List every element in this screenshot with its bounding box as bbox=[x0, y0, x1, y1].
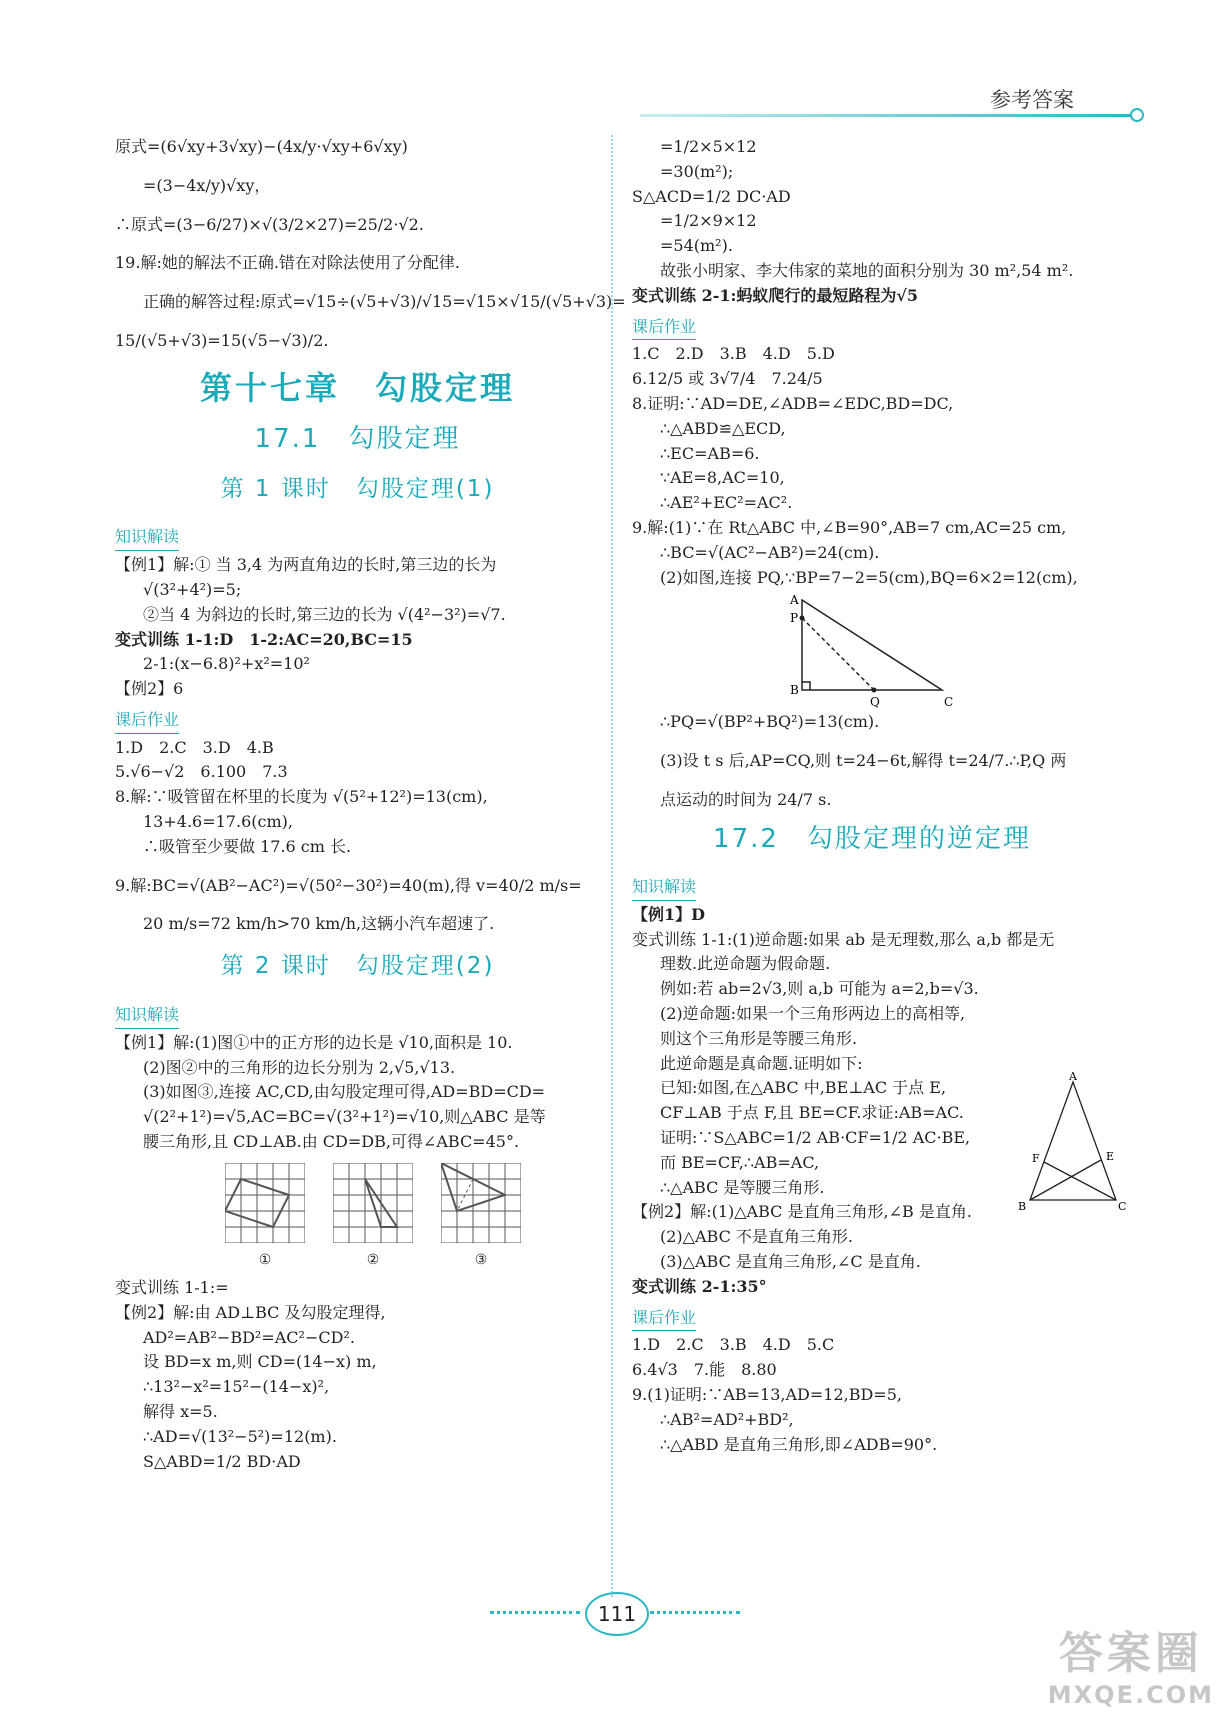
vertex-label: A bbox=[1069, 1072, 1077, 1083]
text-line: ∴EC=AB=6. bbox=[660, 443, 760, 463]
text-line: (3)设 t s 后,AP=CQ,则 t=24−6t,解得 t=24/7.∴P,Q 两 bbox=[660, 751, 1067, 771]
tag-knowledge: 知识解读 bbox=[115, 525, 179, 551]
chapter-title: 第十七章 勾股定理 bbox=[199, 368, 515, 407]
text-line: ②当 4 为斜边的长时,第三边的长为 √(4²−3²)=√7. bbox=[143, 604, 506, 624]
text-line: ∴原式=(3−6/27)×√(3/2×27)=25/2·√2. bbox=[115, 214, 424, 234]
grid-figure-3 bbox=[441, 1163, 521, 1272]
text-line: 变式训练 1-1:= bbox=[115, 1278, 229, 1298]
section-title: 17.2 勾股定理的逆定理 bbox=[713, 823, 1031, 854]
text-line: 1.D 2.C 3.B 4.D 5.C bbox=[632, 1335, 835, 1355]
tag-homework: 课后作业 bbox=[632, 1306, 696, 1332]
text-line: 变式训练 1-1:D 1-2:AC=20,BC=15 bbox=[115, 629, 413, 649]
text-line: ∴吸管至少要做 17.6 cm 长. bbox=[143, 836, 352, 856]
right-triangle-figure bbox=[782, 590, 962, 710]
text-line: ∴13²−x²=15²−(14−x)², bbox=[143, 1377, 330, 1397]
text-line: 已知:如图,在△ABC 中,BE⊥AC 于点 E, bbox=[660, 1078, 947, 1098]
vertex-label: B bbox=[1018, 1200, 1027, 1212]
text-line: √(3²+4²)=5; bbox=[143, 579, 242, 599]
text-line: =54(m²). bbox=[660, 236, 733, 256]
text-line: ∴AE²+EC²=AC². bbox=[660, 493, 793, 513]
text-line: 5.√6−√2 6.100 7.3 bbox=[115, 762, 288, 782]
text-line: ∴△ABC 是等腰三角形. bbox=[660, 1177, 825, 1197]
text-line: 【例2】解:由 AD⊥BC 及勾股定理得, bbox=[115, 1302, 386, 1322]
text-line: 9.(1)证明:∵AB=13,AD=12,BD=5, bbox=[632, 1384, 902, 1404]
text-line: ∴BC=√(AC²−AB²)=24(cm). bbox=[660, 542, 880, 562]
text-line: =(3−4x/y)√xy， bbox=[143, 175, 271, 195]
text-line: 【例1】解:① 当 3,4 为两直角边的长时,第三边的长为 bbox=[115, 555, 497, 575]
vertex-label: B bbox=[790, 683, 799, 698]
text-line: 点运动的时间为 24/7 s. bbox=[660, 789, 832, 809]
text-line: 此逆命题是真命题.证明如下: bbox=[660, 1053, 863, 1073]
figure-label: ③ bbox=[474, 1252, 488, 1269]
grid-figures bbox=[115, 1163, 600, 1272]
vertex-label: F bbox=[1032, 1152, 1040, 1165]
figure-label: ① bbox=[258, 1252, 272, 1269]
text-line: 正确的解答过程:原式=√15÷(√5+√3)/√15=√15×√15/(√5+√3)= bbox=[143, 292, 626, 312]
right-triangle-svg bbox=[782, 590, 962, 710]
header-rule bbox=[640, 114, 1134, 117]
text-line: 变式训练 1-1:(1)逆命题:如果 ab 是无理数,那么 a,b 都是无 bbox=[632, 929, 1055, 949]
text-line: 8.证明:∵AD=DE,∠ADB=∠EDC,BD=DC, bbox=[632, 393, 954, 413]
tag-homework: 课后作业 bbox=[632, 315, 696, 341]
column-divider bbox=[611, 135, 613, 1597]
page-number-dots-left bbox=[490, 1611, 580, 1614]
text-line: 例如:若 ab=2√3,则 a,b 可能为 a=2,b=√3. bbox=[660, 979, 979, 999]
text-line: 1.D 2.C 3.D 4.B bbox=[115, 737, 274, 757]
text-line: 变式训练 2-1:35° bbox=[632, 1276, 767, 1296]
figure-label: ② bbox=[366, 1252, 380, 1269]
watermark-url: MXQE.COM bbox=[1047, 1681, 1214, 1709]
grid-figure-2 bbox=[333, 1163, 413, 1272]
text-line: 9.解:(1)∵在 Rt△ABC 中,∠B=90°,AB=7 cm,AC=25 cm, bbox=[632, 517, 1067, 537]
text-line: ∴PQ=√(BP²+BQ²)=13(cm). bbox=[660, 712, 880, 732]
text-line: =1/2×9×12 bbox=[660, 211, 757, 231]
text-line: 【例1】D bbox=[632, 904, 706, 924]
grid-figure-svg bbox=[441, 1163, 521, 1243]
isosceles-triangle-svg bbox=[1018, 1072, 1128, 1212]
lesson-title: 第 1 课时 勾股定理(1) bbox=[220, 475, 495, 502]
vertex-label: Q bbox=[870, 695, 880, 710]
text-line: S△ABD=1/2 BD·AD bbox=[143, 1451, 301, 1471]
text-line: 而 BE=CF,∴AB=AC, bbox=[660, 1152, 820, 1172]
text-line: 13+4.6=17.6(cm), bbox=[143, 812, 293, 832]
text-line: S△ACD=1/2 DC·AD bbox=[632, 186, 791, 206]
text-line: =30(m²); bbox=[660, 161, 734, 181]
vertex-label: C bbox=[944, 695, 954, 710]
section-title: 17.1 勾股定理 bbox=[254, 424, 461, 455]
text-line: =1/2×5×12 bbox=[660, 137, 757, 156]
text-line: 【例2】解:(1)△ABC 是直角三角形,∠B 是直角. bbox=[632, 1202, 972, 1222]
text-line: 8.解:∵吸管留在杯里的长度为 √(5²+12²)=13(cm), bbox=[115, 787, 488, 807]
text-line: 15/(√5+√3)=15(√5−√3)/2. bbox=[115, 330, 329, 350]
isosceles-triangle-figure bbox=[1018, 1072, 1128, 1216]
text-line: 6.12/5 或 3√7/4 7.24/5 bbox=[632, 369, 823, 389]
text-line: √(2²+1²)=√5,AC=BC=√(3²+1²)=√10,则△ABC 是等 bbox=[143, 1107, 546, 1127]
header-dot bbox=[1130, 108, 1144, 122]
text-line: AD²=AB²−BD²=AC²−CD². bbox=[143, 1327, 355, 1347]
text-line: ∴AB²=AD²+BD², bbox=[660, 1409, 794, 1429]
page-number: 111 bbox=[585, 1592, 649, 1636]
lesson-title: 第 2 课时 勾股定理(2) bbox=[220, 953, 495, 980]
header-title: 参考答案 bbox=[990, 88, 1074, 112]
vertex-label: P bbox=[790, 611, 799, 626]
tag-knowledge: 知识解读 bbox=[115, 1003, 179, 1029]
text-line: 6.4√3 7.能 8.80 bbox=[632, 1360, 777, 1380]
text-line: 【例1】解:(1)图①中的正方形的边长是 √10,面积是 10. bbox=[115, 1032, 513, 1052]
text-line: (2)如图,连接 PQ,∵BP=7−2=5(cm),BQ=6×2=12(cm), bbox=[660, 567, 1078, 587]
text-line: 19.解:她的解法不正确.错在对除法使用了分配律. bbox=[115, 253, 461, 273]
text-line: ∴△ABD≌△ECD, bbox=[660, 418, 786, 438]
grid-figure-svg bbox=[333, 1163, 413, 1243]
text-line: 解得 x=5. bbox=[143, 1402, 218, 1422]
text-line: 2-1:(x−6.8)²+x²=10² bbox=[143, 654, 310, 674]
text-line: 证明:∵S△ABC=1/2 AB·CF=1/2 AC·BE, bbox=[660, 1128, 971, 1147]
text-line: ∴AD=√(13²−5²)=12(m). bbox=[143, 1426, 337, 1446]
tag-knowledge: 知识解读 bbox=[632, 875, 696, 901]
text-line: (3)△ABC 是直角三角形,∠C 是直角. bbox=[660, 1251, 921, 1271]
left-column bbox=[115, 135, 626, 1474]
right-column bbox=[632, 135, 1115, 1457]
text-line: 设 BD=x m,则 CD=(14−x) m, bbox=[143, 1352, 377, 1372]
text-line: (2)图②中的三角形的边长分别为 2,√5,√13. bbox=[143, 1057, 456, 1077]
text-line: ∵AE=8,AC=10, bbox=[660, 468, 785, 488]
text-line: 故张小明家、李大伟家的菜地的面积分别为 30 m²,54 m². bbox=[660, 260, 1074, 280]
text-line: 腰三角形,且 CD⊥AB.由 CD=DB,可得∠ABC=45°. bbox=[143, 1131, 520, 1151]
text-line: ∴△ABD 是直角三角形,即∠ADB=90°. bbox=[660, 1434, 938, 1454]
text-line: 原式=(6√xy+3√xy)−(4x/y·√xy+6√xy) bbox=[115, 137, 408, 156]
grid-figure-1 bbox=[225, 1163, 305, 1272]
vertex-label: E bbox=[1106, 1150, 1115, 1163]
text-line: 则这个三角形是等腰三角形. bbox=[660, 1028, 858, 1048]
text-line: CF⊥AB 于点 F,且 BE=CF.求证:AB=AC. bbox=[660, 1103, 964, 1123]
text-line: (3)如图③,连接 AC,CD,由勾股定理可得,AD=BD=CD= bbox=[143, 1082, 546, 1102]
text-line: 9.解:BC=√(AB²−AC²)=√(50²−30²)=40(m),得 v=40/2 m/s= bbox=[115, 875, 582, 895]
tag-homework: 课后作业 bbox=[115, 708, 179, 734]
vertex-label: C bbox=[1118, 1200, 1127, 1212]
grid-figure-svg bbox=[225, 1163, 305, 1243]
watermark-logo: 答案圈 bbox=[1058, 1628, 1203, 1679]
text-line: 20 m/s=72 km/h>70 km/h,这辆小汽车超速了. bbox=[143, 914, 495, 934]
vertex-label: A bbox=[790, 593, 799, 608]
page-number-dots-right bbox=[650, 1611, 740, 1614]
text-line: (2)逆命题:如果一个三角形两边上的高相等, bbox=[660, 1004, 966, 1024]
text-line: 【例2】6 bbox=[115, 679, 184, 699]
text-line: 变式训练 2-1:蚂蚁爬行的最短路程为√5 bbox=[632, 285, 919, 305]
watermark bbox=[1048, 1617, 1214, 1709]
text-line: 1.C 2.D 3.B 4.D 5.D bbox=[632, 344, 835, 364]
text-line: 理数.此逆命题为假命题. bbox=[660, 954, 831, 974]
text-line: (2)△ABC 不是直角三角形. bbox=[660, 1227, 853, 1247]
